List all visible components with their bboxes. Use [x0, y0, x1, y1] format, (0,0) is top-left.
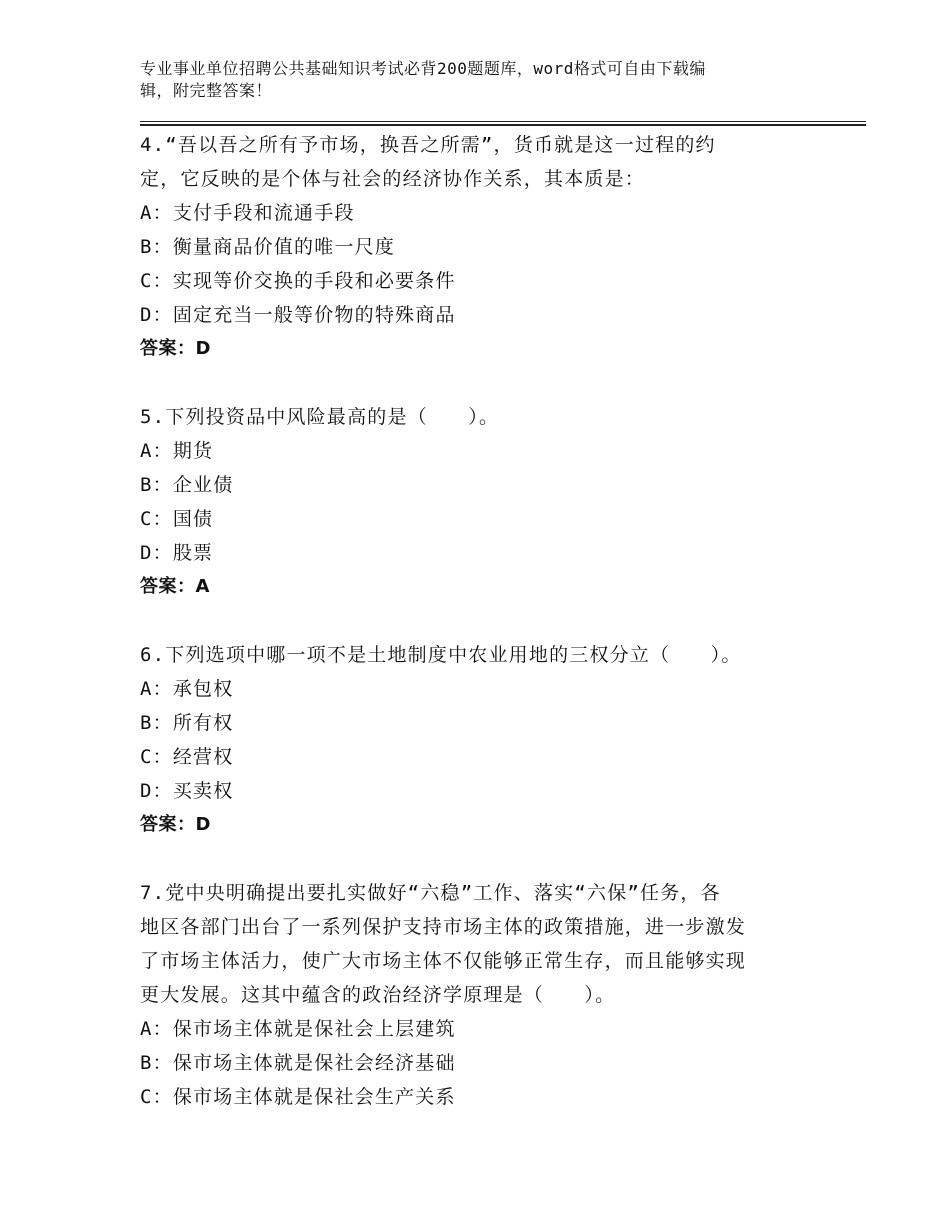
stem-line: 7.党中央明确提出要扎实做好“六稳”工作、落实“六保”任务，各: [140, 882, 721, 904]
question-4: [140, 128, 800, 366]
question-stem: [140, 876, 800, 1012]
answer-label: 答案：A: [140, 576, 210, 597]
option-b: B：企业债: [140, 474, 234, 496]
question-6: [140, 638, 800, 842]
spacer: [140, 366, 800, 400]
option-d: D：固定充当一般等价物的特殊商品: [140, 304, 456, 326]
option-c: C：国债: [140, 508, 214, 530]
option-b: B：所有权: [140, 712, 234, 734]
option-d: D：买卖权: [140, 780, 234, 802]
answer-label: 答案：D: [140, 338, 211, 359]
question-stem: [140, 638, 800, 672]
stem-line: 了市场主体活力，使广大市场主体不仅能够正常生存，而且能够实现: [140, 950, 747, 972]
header-divider-thick: [140, 124, 866, 126]
question-7: [140, 876, 800, 1114]
option-a: A：期货: [140, 440, 214, 462]
stem-line: 5.下列投资品中风险最高的是（ ）。: [140, 406, 500, 428]
option-d: D：股票: [140, 542, 214, 564]
stem-line: 定，它反映的是个体与社会的经济协作关系，其本质是：: [140, 168, 646, 190]
question-stem: [140, 400, 800, 434]
stem-line: 地区各部门出台了一系列保护支持市场主体的政策措施，进一步激发: [140, 916, 747, 938]
question-list: [140, 128, 800, 1114]
question-5: [140, 400, 800, 604]
spacer: [140, 604, 800, 638]
option-c: C：经营权: [140, 746, 234, 768]
spacer: [140, 842, 800, 876]
answer-label: 答案：D: [140, 814, 211, 835]
option-a: A：支付手段和流通手段: [140, 202, 355, 224]
option-c: C：保市场主体就是保社会生产关系: [140, 1086, 456, 1108]
stem-line: 6.下列选项中哪一项不是土地制度中农业用地的三权分立（ ）。: [140, 644, 742, 666]
header-line-1: 专业事业单位招聘公共基础知识考试必背200题题库，word格式可自由下载编: [140, 59, 706, 78]
question-stem: [140, 128, 800, 196]
option-b: B：衡量商品价值的唯一尺度: [140, 236, 396, 258]
option-a: A：保市场主体就是保社会上层建筑: [140, 1018, 456, 1040]
option-b: B：保市场主体就是保社会经济基础: [140, 1052, 456, 1074]
stem-line: 更大发展。这其中蕴含的政治经济学原理是（ ）。: [140, 984, 616, 1006]
stem-line: 4.“吾以吾之所有予市场，换吾之所需”，货币就是这一过程的约: [140, 134, 716, 156]
header-line-2: 辑，附完整答案！: [140, 81, 273, 100]
header-divider-thin: [140, 121, 866, 122]
document-header: [140, 58, 800, 102]
option-a: A：承包权: [140, 678, 234, 700]
option-c: C：实现等价交换的手段和必要条件: [140, 270, 456, 292]
